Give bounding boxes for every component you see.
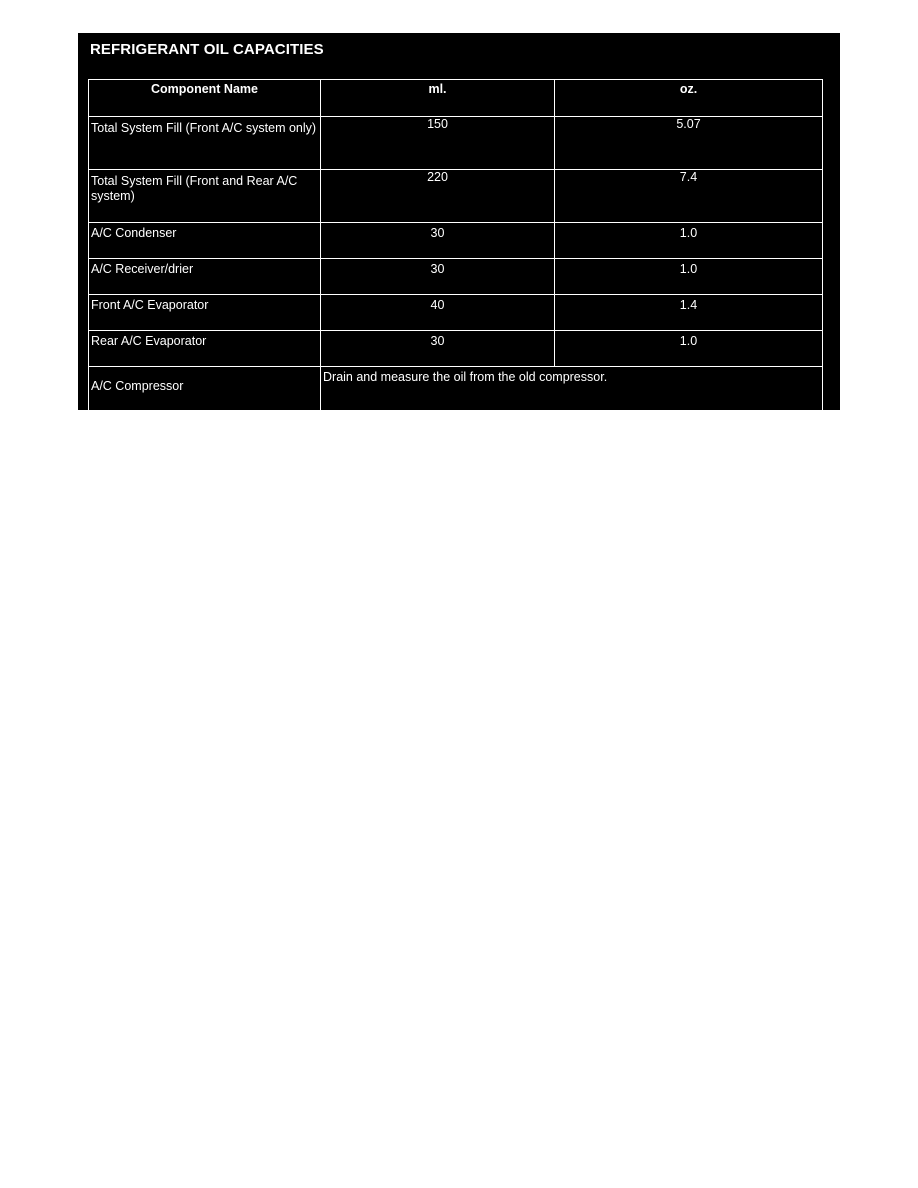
header-ml: ml. xyxy=(321,80,555,117)
table-row xyxy=(89,170,823,223)
component-name-cell: Rear A/C Evaporator xyxy=(89,331,321,367)
oz-cell: 5.07 xyxy=(555,117,823,170)
table-header-row xyxy=(89,80,823,117)
capacities-table xyxy=(88,79,823,428)
oz-cell: 1.0 xyxy=(555,259,823,295)
ml-cell: 40 xyxy=(321,295,555,331)
ml-cell: 30 xyxy=(321,331,555,367)
oz-cell: 1.4 xyxy=(555,295,823,331)
table-row xyxy=(89,117,823,170)
capacities-panel xyxy=(78,33,840,410)
table-row xyxy=(89,295,823,331)
component-name-cell: Total System Fill (Front and Rear A/C system) xyxy=(89,170,321,223)
oz-cell: 7.4 xyxy=(555,170,823,223)
table-row xyxy=(89,331,823,367)
ml-cell: 30 xyxy=(321,223,555,259)
header-oz: oz. xyxy=(555,80,823,117)
component-name-cell: Total System Fill (Front A/C system only) xyxy=(89,117,321,170)
table-row-compressor xyxy=(89,367,823,428)
ml-cell: 220 xyxy=(321,170,555,223)
component-name-cell: A/C Compressor xyxy=(89,367,321,428)
ml-cell: 30 xyxy=(321,259,555,295)
panel-title: REFRIGERANT OIL CAPACITIES xyxy=(90,41,324,58)
component-name-cell: A/C Condenser xyxy=(89,223,321,259)
component-name-cell: Front A/C Evaporator xyxy=(89,295,321,331)
table-row xyxy=(89,259,823,295)
header-component-name: Component Name xyxy=(89,80,321,117)
table-row xyxy=(89,223,823,259)
oz-cell: 1.0 xyxy=(555,331,823,367)
component-name-cell: A/C Receiver/drier xyxy=(89,259,321,295)
ml-cell: 150 xyxy=(321,117,555,170)
compressor-note-cell: Drain and measure the oil from the old compressor. xyxy=(321,367,823,428)
oz-cell: 1.0 xyxy=(555,223,823,259)
